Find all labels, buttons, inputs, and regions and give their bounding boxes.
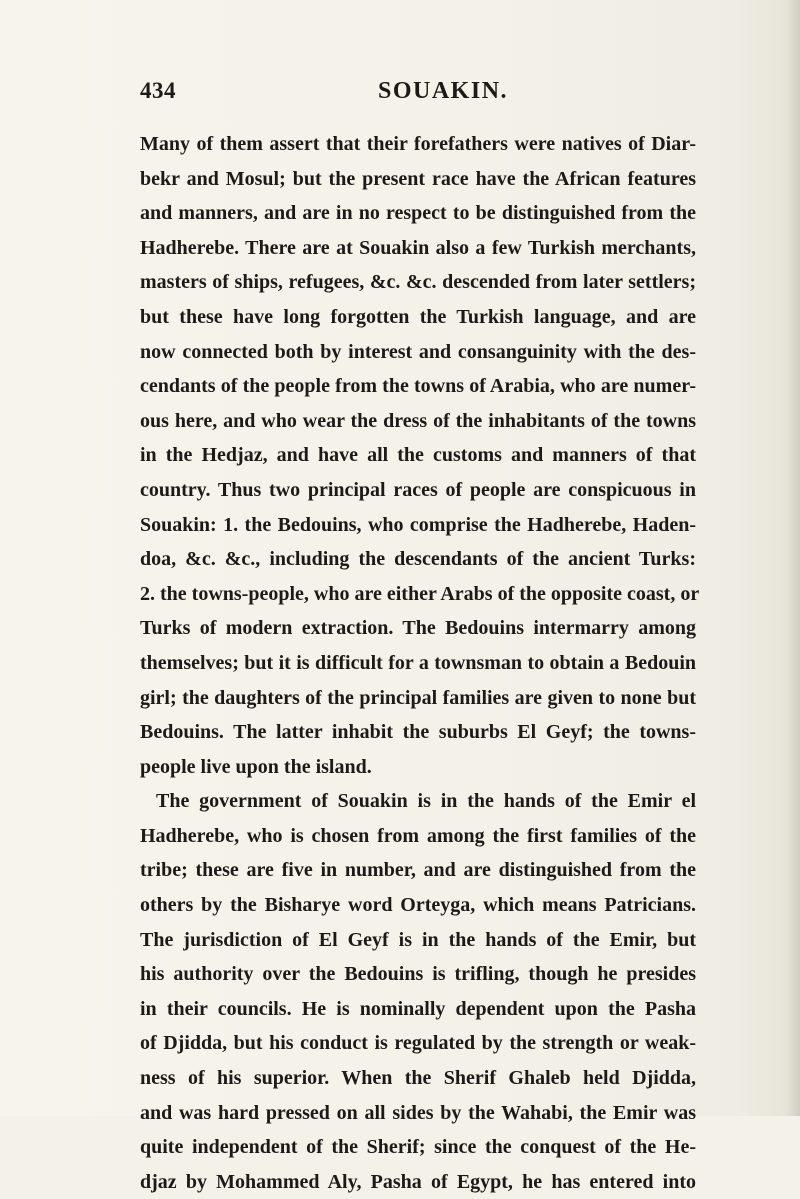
- text-line: but these have long forgotten the Turkish language, and are: [140, 305, 696, 328]
- text-line: Turks of modern extraction. The Bedouins intermarry among: [140, 617, 696, 640]
- text-line: themselves; but it is difficult for a townsman to obtain a Bedouin: [140, 651, 696, 674]
- text-line: quite independent of the Sherif; since the conquest of the He-: [140, 1136, 696, 1159]
- text-line: Hadherebe. There are at Souakin also a few Turkish merchants,: [140, 236, 696, 259]
- text-line: of Djidda, but his conduct is regulated by the strength or weak-: [140, 1032, 696, 1055]
- text-line: now connected both by interest and consanguinity with the des-: [140, 340, 696, 363]
- text-line: ous here, and who wear the dress of the inhabitants of the towns: [140, 409, 696, 432]
- text-line: his authority over the Bedouins is trifling, though he presides: [140, 963, 696, 986]
- text-line: djaz by Mohammed Aly, Pasha of Egypt, he has entered into: [140, 1170, 696, 1193]
- text-line: Bedouins. The latter inhabit the suburbs El Geyf; the towns-: [140, 721, 696, 744]
- text-line: and was hard pressed on all sides by the Wahabi, the Emir was: [140, 1101, 696, 1124]
- text-line: cendants of the people from the towns of Arabia, who are numer-: [140, 375, 696, 398]
- text-line: country. Thus two principal races of people are conspicuous in: [140, 478, 696, 501]
- page-edge-shadow: [786, 0, 800, 1116]
- text-line: bekr and Mosul; but the present race have the African features: [140, 167, 696, 190]
- text-line: 2. the towns-people, who are either Arabs of the opposite coast, or: [140, 582, 700, 605]
- running-head: SOUAKIN.: [378, 78, 509, 104]
- text-line: others by the Bisharye word Orteyga, which means Patricians.: [140, 894, 696, 917]
- text-line: ness of his superior. When the Sherif Ghaleb held Djidda,: [140, 1067, 696, 1090]
- text-line: Hadherebe, who is chosen from among the first families of the: [140, 824, 696, 847]
- text-line: in the Hedjaz, and have all the customs and manners of that: [140, 444, 696, 467]
- text-line: in their councils. He is nominally dependent upon the Pasha: [140, 997, 696, 1020]
- text-line: girl; the daughters of the principal families are given to none but: [140, 686, 696, 709]
- page-number: 434: [140, 78, 176, 103]
- text-line: and manners, and are in no respect to be distinguished from the: [140, 202, 696, 225]
- text-line: The jurisdiction of El Geyf is in the hands of the Emir, but: [140, 928, 696, 951]
- text-line: doa, &c. &c., including the descendants of the ancient Turks:: [140, 548, 696, 571]
- text-line: tribe; these are five in number, and are distinguished from the: [140, 859, 696, 882]
- text-line: Souakin: 1. the Bedouins, who comprise the Hadherebe, Haden-: [140, 513, 696, 536]
- body-text: [140, 127, 700, 1199]
- text-line: masters of ships, refugees, &c. &c. descended from later settlers;: [140, 271, 696, 294]
- paragraph-start-line: The government of Souakin is in the hands of the Emir el: [156, 790, 696, 813]
- text-line: Many of them assert that their forefathers were natives of Diar-: [140, 133, 696, 155]
- page-header: [140, 78, 696, 112]
- paragraph-end-line: people live upon the island.: [140, 755, 372, 778]
